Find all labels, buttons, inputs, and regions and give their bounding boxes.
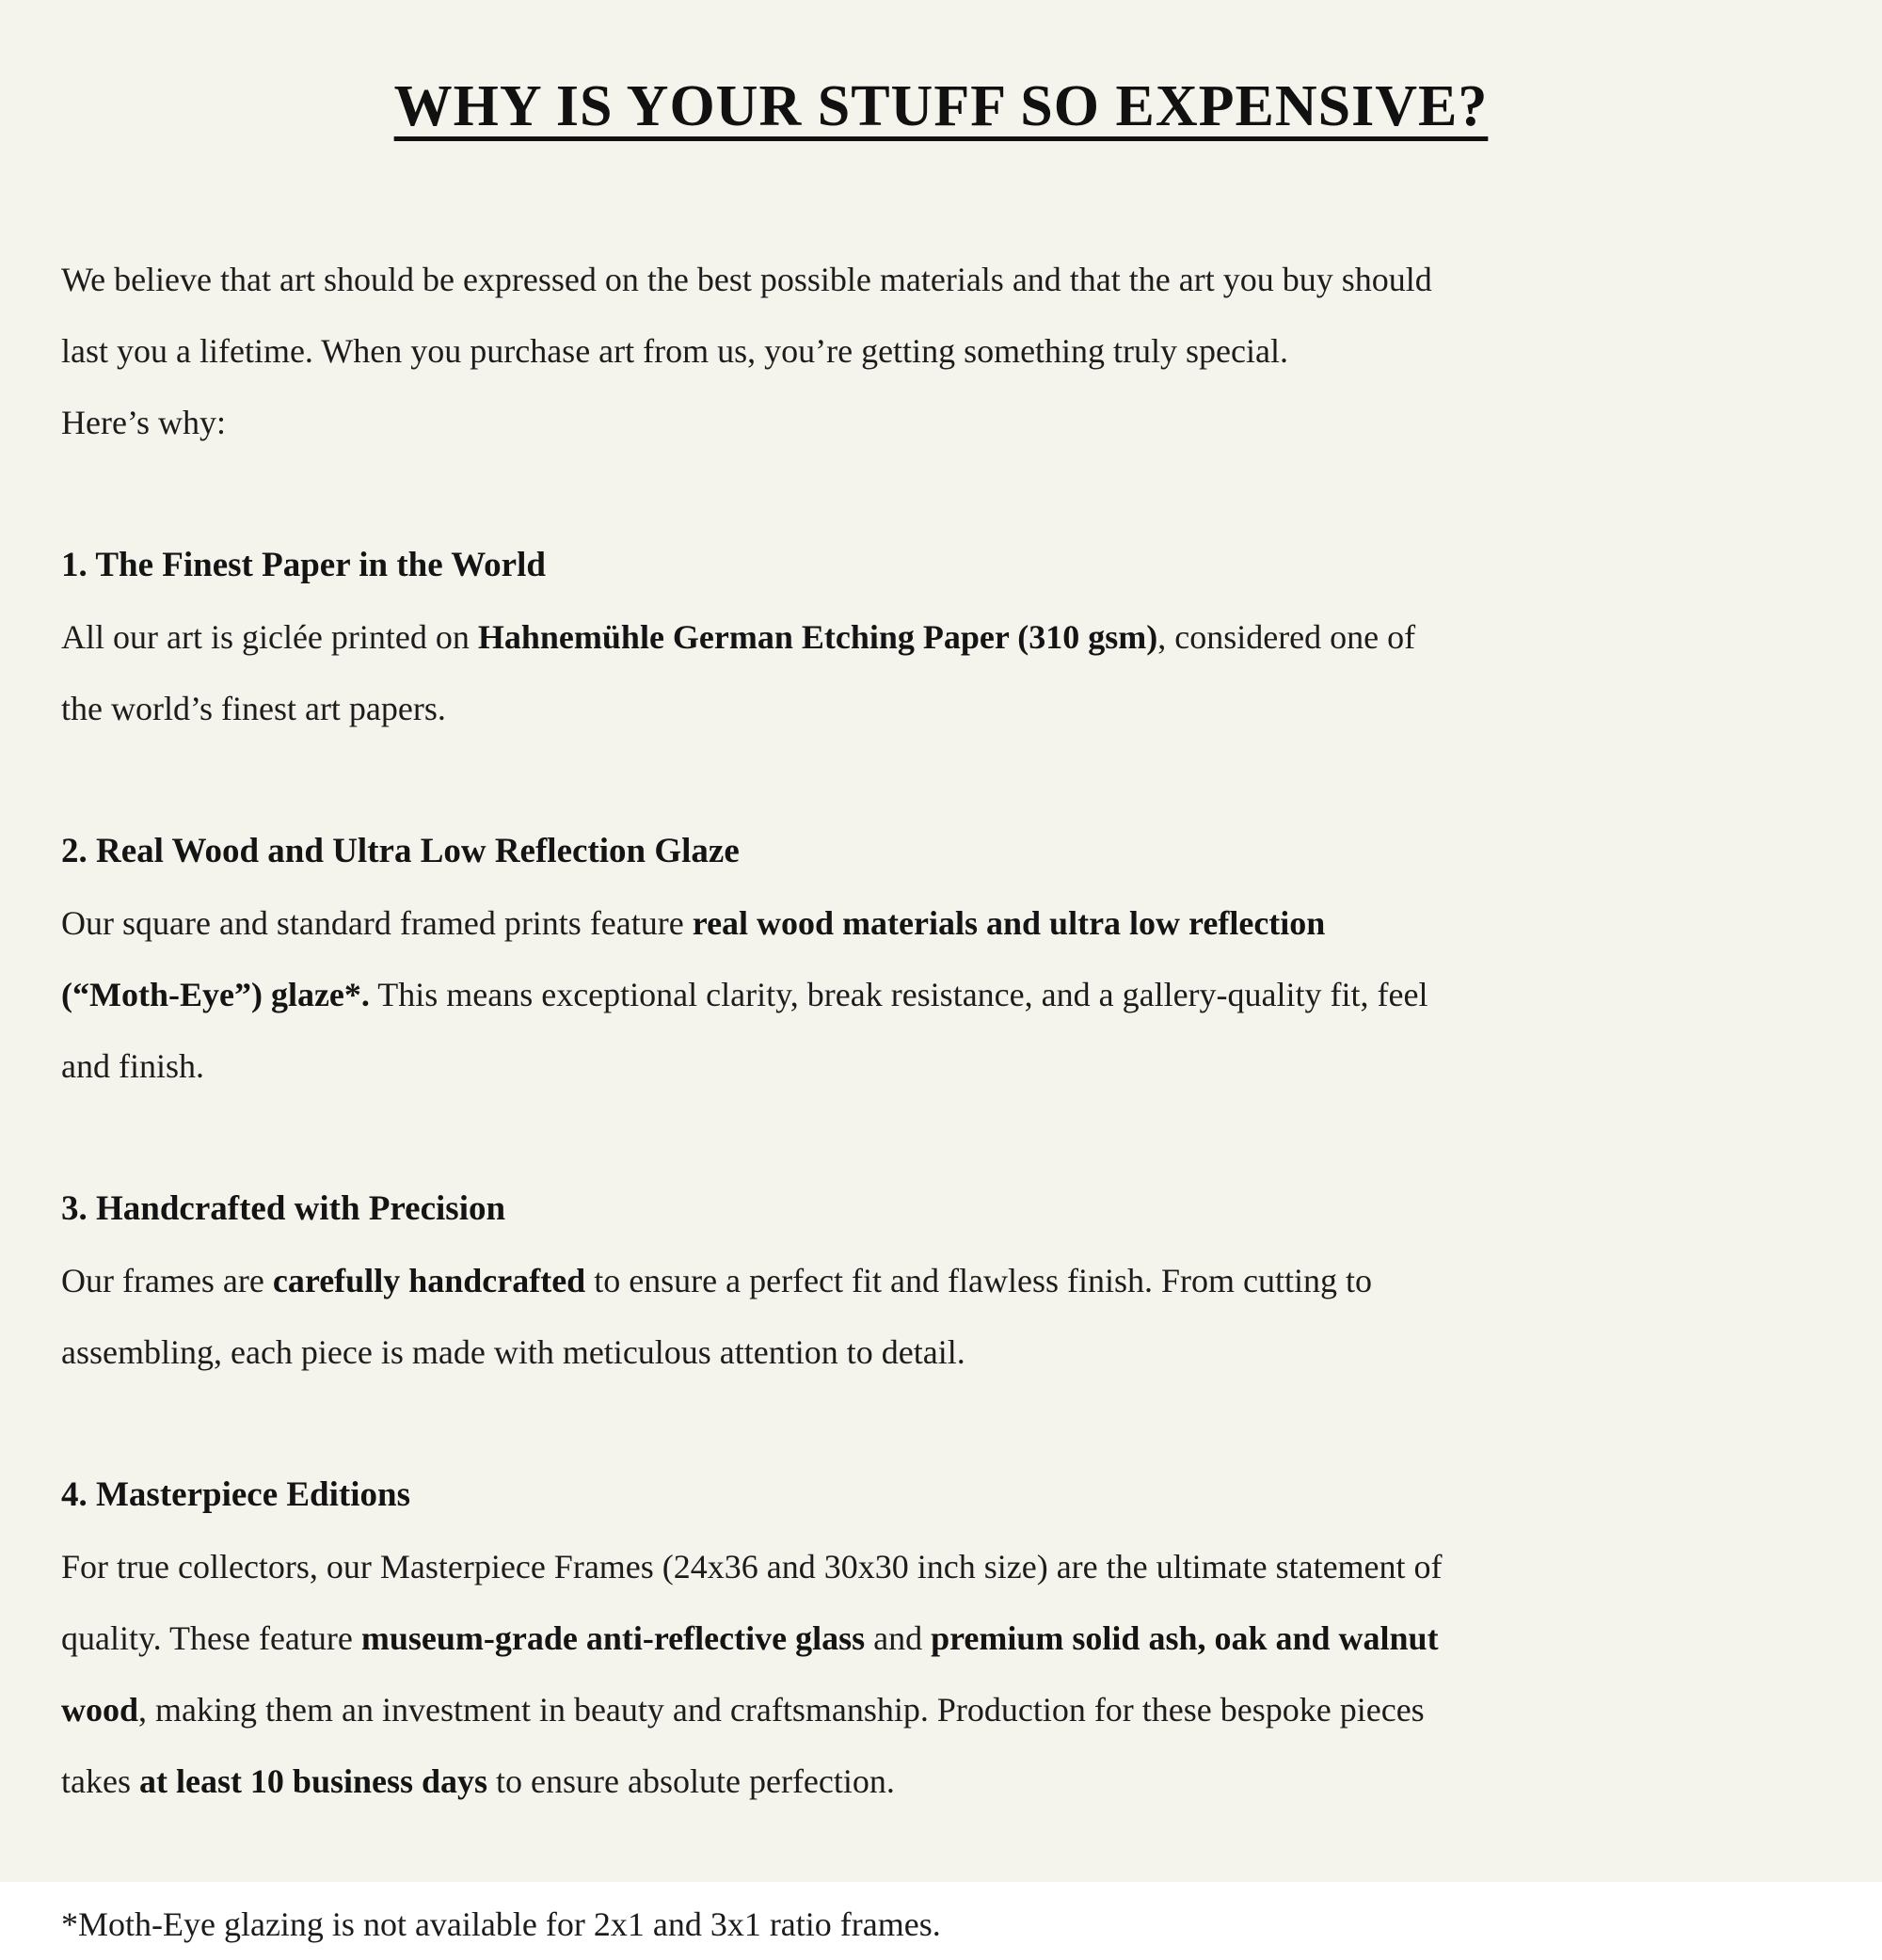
section-handcrafted (61, 1173, 1444, 1388)
section-masterpiece-editions (61, 1459, 1444, 1817)
intro-heres-why: Here’s why: (61, 404, 226, 441)
section-real-wood-glaze-heading: 2. Real Wood and Ultra Low Reflection Glaze (61, 832, 740, 870)
section-finest-paper-heading: 1. The Finest Paper in the World (61, 546, 546, 584)
section-finest-paper (61, 530, 1444, 744)
section-masterpiece-editions-body: For true collectors, our Masterpiece Frames (24x36 and 30x30 inch size) are the ultimate statement of quality. These feature museum-grade anti-reflective glass and premium solid ash, oak and walnut wood, making them an investment in beauty and craftsmanship. Production for these bespoke pieces takes at least 10 business days to ensure absolute perfection. (61, 1548, 1443, 1800)
moth-eye-footnote: *Moth-Eye glazing is not available for 2x1 and 3x1 ratio frames. (61, 1905, 941, 1943)
section-handcrafted-body: Our frames are carefully handcrafted to ensure a perfect fit and flawless finish. From cutting to assembling, each piece is made with meticulous attention to detail. (61, 1262, 1372, 1371)
intro-text: We believe that art should be expressed on the best possible materials and that the art you buy should last you a lifetime. When you purchase art from us, you’re getting something truly special. (61, 261, 1432, 370)
page-title: WHY IS YOUR STUFF SO EXPENSIVE? (393, 74, 1489, 138)
section-real-wood-glaze (61, 816, 1444, 1102)
section-masterpiece-editions-heading: 4. Masterpiece Editions (61, 1475, 410, 1514)
section-handcrafted-heading: 3. Handcrafted with Precision (61, 1189, 506, 1228)
section-real-wood-glaze-body: Our square and standard framed prints feature real wood materials and ultra low reflection (“Moth-Eye”) glaze*. This means exceptional clarity, break resistance, and a gallery-quality fit, feel and finish. (61, 904, 1428, 1085)
section-finest-paper-body: All our art is giclée printed on Hahnemühle German Etching Paper (310 gsm), considered one of the world’s finest art papers. (61, 618, 1416, 727)
document-content (61, 244, 1444, 1960)
intro-paragraph (61, 244, 1444, 458)
